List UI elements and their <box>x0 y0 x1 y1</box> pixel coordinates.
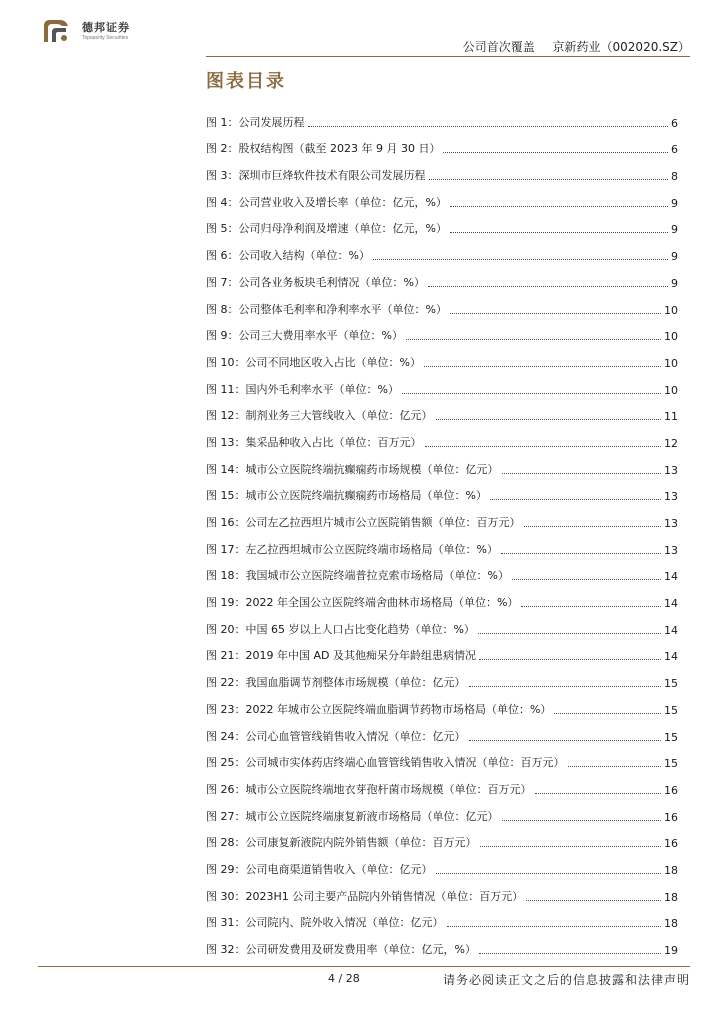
toc-entry-page[interactable]: 6 <box>671 143 678 157</box>
toc-entry[interactable] <box>206 477 678 504</box>
toc-leader-dots <box>479 953 661 954</box>
toc-leader-dots <box>402 393 661 394</box>
toc-entry[interactable] <box>206 663 678 690</box>
toc-entry-page[interactable]: 15 <box>664 757 678 771</box>
toc-entry-label[interactable]: 图 28：公司康复新液院内院外销售额（单位：百万元） <box>206 836 477 850</box>
toc-entry[interactable] <box>206 797 678 824</box>
toc-entry-page[interactable]: 6 <box>671 116 678 130</box>
toc-leader-dots <box>429 179 669 180</box>
toc-entry-page[interactable]: 18 <box>664 863 678 877</box>
toc-entry-page[interactable]: 19 <box>664 944 678 957</box>
toc-entry-page[interactable]: 14 <box>664 650 678 664</box>
toc-entry-label[interactable]: 图 20：中国 65 岁以上人口占比变化趋势（单位：%） <box>206 622 475 636</box>
toc-leader-dots <box>428 286 668 287</box>
toc-entry-page[interactable]: 10 <box>664 383 678 397</box>
toc-entry-page[interactable]: 9 <box>671 250 678 264</box>
toc-entry-page[interactable]: 13 <box>664 543 678 557</box>
toc-leader-dots <box>450 232 668 233</box>
toc-entry-label[interactable]: 图 9：公司三大费用率水平（单位：%） <box>206 329 403 343</box>
toc-leader-dots <box>447 926 662 927</box>
toc-entry-label[interactable]: 图 2：股权结构图（截至 2023 年 9 月 30 日） <box>206 142 441 156</box>
toc-entry-page[interactable]: 14 <box>664 623 678 637</box>
toc-entry[interactable] <box>206 850 678 877</box>
toc-entry-page[interactable]: 13 <box>664 517 678 530</box>
toc-entry-label[interactable]: 图 22：我国血脂调节剂整体市场规模（单位：亿元） <box>206 676 466 690</box>
toc-entry-page[interactable]: 12 <box>664 436 678 450</box>
footer-divider <box>38 966 690 967</box>
toc-entry-label[interactable]: 图 4：公司营业收入及增长率（单位：亿元，%） <box>206 195 447 209</box>
toc-leader-dots <box>480 846 662 847</box>
toc-entry-label[interactable]: 图 6：公司收入结构（单位：%） <box>206 249 370 263</box>
toc-entry-label[interactable]: 图 16：公司左乙拉西坦片城市公立医院销售额（单位：百万元） <box>206 516 521 529</box>
header-report-info <box>463 38 690 55</box>
toc-leader-dots <box>501 553 661 554</box>
toc-entry-label[interactable]: 图 23：2022 年城市公立医院终端血脂调节药物市场格局（单位：%） <box>206 702 552 716</box>
toc-entry[interactable] <box>206 130 678 157</box>
toc-entry-label[interactable]: 图 27：城市公立医院终端康复新液市场格局（单位：亿元） <box>206 809 499 823</box>
toc-leader-dots <box>436 419 662 420</box>
toc-entry[interactable] <box>206 156 678 183</box>
toc-entry[interactable] <box>206 370 678 397</box>
toc-entry-page[interactable]: 16 <box>664 783 678 797</box>
toc-entry-page[interactable]: 16 <box>664 810 678 824</box>
toc-entry-label[interactable]: 图 18：我国城市公立医院终端普拉克索市场格局（单位：%） <box>206 569 509 583</box>
toc-leader-dots <box>512 579 661 580</box>
toc-entry[interactable] <box>206 263 678 290</box>
toc-entry[interactable] <box>206 637 678 664</box>
brand-name-en: Topsperity Securities <box>82 34 129 41</box>
figure-list <box>206 103 678 957</box>
toc-entry-page[interactable]: 18 <box>664 890 678 904</box>
toc-entry-page[interactable]: 8 <box>671 170 678 184</box>
toc-entry-label[interactable]: 图 21：2019 年中国 AD 及其他痴呆分年龄组患病情况 <box>206 649 476 663</box>
toc-entry[interactable] <box>206 904 678 931</box>
toc-leader-dots <box>535 793 662 794</box>
toc-entry-label[interactable]: 图 13：集采品种收入占比（单位：百万元） <box>206 435 422 449</box>
toc-leader-dots <box>450 313 661 314</box>
toc-entry-page[interactable]: 10 <box>664 303 678 317</box>
toc-entry[interactable] <box>206 397 678 424</box>
toc-entry-page[interactable]: 13 <box>664 490 678 504</box>
toc-entry-page[interactable]: 15 <box>664 730 678 744</box>
toc-entry[interactable] <box>206 824 678 851</box>
toc-leader-dots <box>424 366 661 367</box>
toc-entry[interactable] <box>206 423 678 450</box>
toc-entry[interactable] <box>206 236 678 263</box>
toc-entry-label[interactable]: 图 29：公司电商渠道销售收入（单位：亿元） <box>206 862 433 876</box>
toc-entry-label[interactable]: 图 32：公司研发费用及研发费用率（单位：亿元，%） <box>206 943 476 956</box>
toc-leader-dots <box>478 633 661 634</box>
toc-leader-dots <box>373 259 668 260</box>
toc-leader-dots <box>308 126 669 127</box>
page-number: 4 / 28 <box>328 972 360 985</box>
toc-entry-label[interactable]: 图 1：公司发展历程 <box>206 115 305 129</box>
toc-entry-page[interactable]: 15 <box>664 677 678 691</box>
toc-entry-page[interactable]: 14 <box>664 570 678 584</box>
legal-disclaimer: 请务必阅读正文之后的信息披露和法律声明 <box>442 973 690 987</box>
toc-entry-label[interactable]: 图 30：2023H1 公司主要产品院内外销售情况（单位：百万元） <box>206 889 524 903</box>
brand-name-cn: 德邦证券 <box>82 20 130 34</box>
toc-entry-label[interactable]: 图 26：城市公立医院终端地衣芽孢杆菌市场规模（单位：百万元） <box>206 782 532 796</box>
toc-entry[interactable] <box>206 717 678 744</box>
toc-leader-dots <box>479 659 661 660</box>
toc-entry-label[interactable]: 图 8：公司整体毛利率和净利率水平（单位：%） <box>206 302 447 316</box>
toc-entry-label[interactable]: 图 31：公司院内、院外收入情况（单位：亿元） <box>206 916 444 930</box>
toc-entry-page[interactable]: 10 <box>664 356 678 370</box>
toc-entry-page[interactable]: 13 <box>664 463 678 477</box>
toc-entry[interactable] <box>206 583 678 610</box>
toc-leader-dots <box>502 473 662 474</box>
toc-leader-dots <box>568 766 662 767</box>
toc-entry-label[interactable]: 图 5：公司归母净利润及增速（单位：亿元，%） <box>206 222 447 236</box>
toc-entry-page[interactable]: 9 <box>671 223 678 237</box>
toc-entry-label[interactable]: 图 25：公司城市实体药店终端心血管管线销售收入情况（单位：百万元） <box>206 756 565 770</box>
toc-entry[interactable] <box>206 103 678 130</box>
toc-entry-label[interactable]: 图 11：国内外毛利率水平（单位：%） <box>206 382 399 396</box>
page-header <box>0 0 724 60</box>
toc-leader-dots <box>502 820 662 821</box>
toc-title: 图表目录 <box>206 71 286 92</box>
toc-leader-dots <box>443 152 668 153</box>
toc-entry-page[interactable]: 9 <box>671 276 678 290</box>
toc-leader-dots <box>526 900 661 901</box>
toc-entry-label[interactable]: 图 19：2022 年全国公立医院终端舍曲林市场格局（单位：%） <box>206 596 519 610</box>
toc-entry[interactable] <box>206 930 678 957</box>
toc-entry[interactable] <box>206 690 678 717</box>
toc-entry-page[interactable]: 18 <box>664 917 678 931</box>
toc-leader-dots <box>469 686 662 687</box>
toc-leader-dots <box>524 526 662 527</box>
toc-entry-page[interactable]: 14 <box>664 597 678 611</box>
toc-entry-label[interactable]: 图 17：左乙拉西坦城市公立医院终端市场格局（单位：%） <box>206 542 498 556</box>
toc-entry[interactable] <box>206 503 678 530</box>
toc-entry[interactable] <box>206 183 678 210</box>
toc-entry-label[interactable]: 图 14：城市公立医院终端抗癫痫药市场规模（单位：亿元） <box>206 462 499 476</box>
toc-entry-label[interactable]: 图 12：制剂业务三大管线收入（单位：亿元） <box>206 409 433 423</box>
toc-leader-dots <box>406 339 661 340</box>
toc-leader-dots <box>469 740 662 741</box>
toc-leader-dots <box>490 499 661 500</box>
toc-entry-label[interactable]: 图 24：公司心血管管线销售收入情况（单位：亿元） <box>206 729 466 743</box>
toc-entry-page[interactable]: 11 <box>664 410 678 424</box>
toc-entry[interactable] <box>206 610 678 637</box>
toc-entry[interactable] <box>206 343 678 370</box>
toc-leader-dots <box>450 206 668 207</box>
toc-entry[interactable] <box>206 744 678 771</box>
toc-entry-label[interactable]: 图 3：深圳市巨烽软件技术有限公司发展历程 <box>206 169 426 183</box>
toc-leader-dots <box>425 446 662 447</box>
toc-entry-page[interactable]: 10 <box>664 330 678 344</box>
toc-entry-page[interactable]: 16 <box>664 837 678 851</box>
toc-entry[interactable] <box>206 530 678 557</box>
toc-leader-dots <box>436 873 662 874</box>
toc-leader-dots <box>521 606 661 607</box>
toc-entry[interactable] <box>206 317 678 344</box>
toc-entry[interactable] <box>206 877 678 904</box>
toc-entry[interactable] <box>206 290 678 317</box>
report-type: 公司首次覆盖 <box>462 40 535 54</box>
toc-entry[interactable] <box>206 450 678 477</box>
toc-entry[interactable] <box>206 210 678 237</box>
toc-entry-label[interactable]: 图 15：城市公立医院终端抗癫痫药市场格局（单位：%） <box>206 489 487 503</box>
toc-leader-dots <box>554 713 661 714</box>
toc-entry-page[interactable]: 15 <box>664 703 678 717</box>
toc-entry-page[interactable]: 9 <box>671 196 678 210</box>
brand-logo <box>38 14 130 48</box>
brand-logo-icon <box>38 14 74 48</box>
toc-entry-label[interactable]: 图 7：公司各业务板块毛利情况（单位：%） <box>206 275 425 289</box>
company-name: 京新药业（002020.SZ） <box>552 40 690 54</box>
toc-entry-label[interactable]: 图 10：公司不同地区收入占比（单位：%） <box>206 355 421 369</box>
header-divider <box>206 56 690 57</box>
toc-entry[interactable] <box>206 557 678 584</box>
toc-entry[interactable] <box>206 770 678 797</box>
